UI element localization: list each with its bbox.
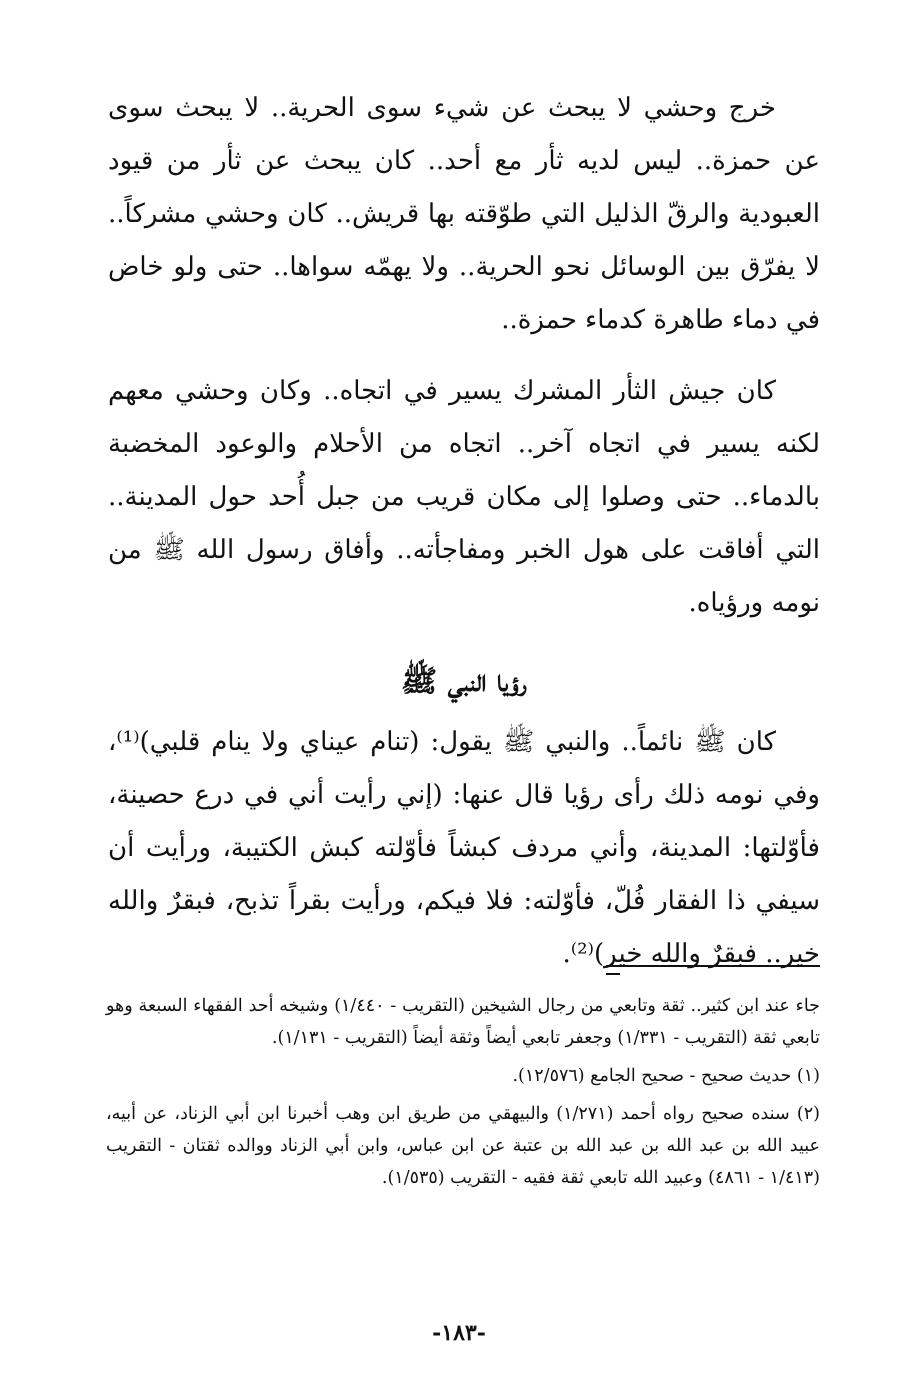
paragraph-wahshi-freedom <box>108 82 820 347</box>
paragraph-text: كان ﷺ نائماً.. والنبي ﷺ يقول: (تنام عيناي ولا ينام قلبي)⁽¹⁾، وفي نومه ذلك رأى رؤيا قال عنها: (إني رأيت أني في درع حصينة، فأوّلتها: المدينة، وأني مردف كبشاً فأوّلته كبش الكتيبة، ورأيت أن سيفي ذا الفقار فُلّ، فأوّلته: فلا فيكم، ورأيت بقراً تذبح، فبقرٌ والله خير.. فبقرٌ والله خير)⁽²⁾. <box>108 727 820 969</box>
footnotes <box>106 990 820 1200</box>
footnote-2: (٢) سنده صحيح رواه أحمد (١/٢٧١) والبيهقي من طريق ابن وهب أخبرنا ابن أبي الزناد، عن أبيه، عبيد الله بن عبد الله بن عبد الله بن عتبة عن ابن عباس، وابن أبي الزناد ووالده ثقتان - التقريب (١/٤١٣ - ٤٨٦١) وعبيد الله تابعي ثقة فقيه - التقريب (١/٥٣٥). <box>106 1104 820 1188</box>
page-number: -١٨٣- <box>432 1320 486 1346</box>
paragraph-text: خرج وحشي لا يبحث عن شيء سوى الحرية.. لا يبحث سوى عن حمزة.. ليس لديه ثأر مع أحد.. كان يبحث عن ثأر من قيود العبودية والرقّ الذليل التي طوّقته بها قريش.. كان وحشي مشركاً.. لا يفرّق بين الوسائل نحو الحرية.. ولا يهمّه سواها.. حتى ولو خاض في دماء طاهرة كدماء حمزة.. <box>108 93 820 335</box>
page-body <box>108 82 820 981</box>
paragraph-text: كان جيش الثأر المشرك يسير في اتجاه.. وكان وحشي معهم لكنه يسير في اتجاه آخر.. اتجاه من الأحلام والوعود المخضبة بالدماء.. حتى وصلوا إلى مكان قريب من جبل أُحد حول المدينة.. التي أفاقت على هول الخبر ومفاجأته.. وأفاق رسول الله ﷺ من نومه ورؤياه. <box>108 376 820 618</box>
section-heading: رؤيا النبي ﷺ <box>401 664 527 699</box>
paragraph-prophet-dream <box>108 716 820 981</box>
footnote-1: (١) حديث صحيح - صحيح الجامع (١٢/٥٧٦). <box>512 1066 820 1086</box>
footnote-divider <box>606 965 820 967</box>
footnote-continued: جاء عند ابن كثير.. ثقة وتابعي من رجال الشيخين (التقريب - ١/٤٤٠) وشيخه أحد الفقهاء السبعة وهو تابعي ثقة (التقريب - ١/٣٣١) وجعفر تابعي أيضاً وثقة أيضاً (التقريب - ١/١٣١). <box>106 996 820 1048</box>
paragraph-army-march <box>108 365 820 630</box>
